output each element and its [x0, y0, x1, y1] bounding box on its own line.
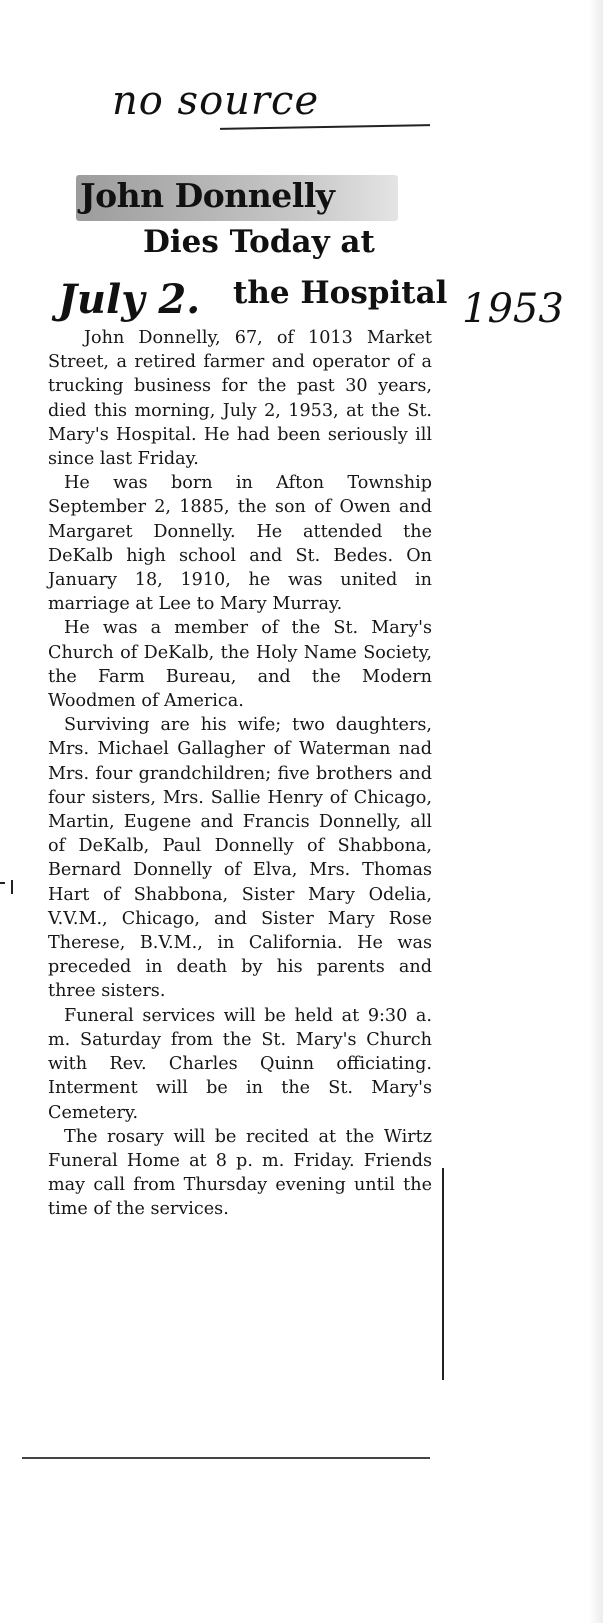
article-paragraph: He was born in Afton Township September 2, 1885, the son of Owen and Margaret Donnelly. He attended the DeKalb high school and St. Bedes. On January 18, 1910, he was united in marriage at Lee to Mary Murray.: [48, 473, 432, 615]
article-paragraph: John Donnelly, 67, of 1013 Market Street, a retired farmer and operator of a trucking business for the past 30 years, died this morning, July 2, 1953, at the St. Mary's Hospital. He had been seriously ill since last Friday.: [48, 328, 432, 470]
handwritten-year: 1953: [462, 286, 564, 332]
article-paragraph: Surviving are his wife; two daughters, Mrs. Michael Gallagher of Waterman nad Mrs. four grandchildren; five brothers and four sisters, Mrs. Sallie Henry of Chicago, Martin, Eugene and Francis Donnelly, all of DeKalb, Paul Donnelly of Shabbona, Bernard Donnelly of Elva, Mrs. Thomas Hart of Shabbona, Sister Mary Odelia, V.V.M., Chicago, and Sister Mary Rose Therese, B.V.M., in California. He was preceded in death by his parents and three sisters.: [48, 715, 432, 1002]
handwritten-date: July 2.: [58, 276, 201, 323]
clipping-border-bottom: [22, 1457, 430, 1459]
article-paragraph: He was a member of the St. Mary's Church of DeKalb, the Holy Name Society, the Farm Bureau, and the Modern Woodmen of America.: [48, 618, 432, 712]
headline-line-2: Dies Today at: [143, 224, 375, 260]
handwritten-underline: [220, 124, 430, 130]
scan-edge-shadow: [589, 0, 603, 1623]
article-paragraph: Funeral services will be held at 9:30 a. m. Saturday from the St. Mary's Church with Rev. Charles Quinn officiating. Interment will be in the St. Mary's Cemetery.: [48, 1005, 432, 1123]
clipping-border-tick: [0, 882, 5, 884]
obituary-article: [48, 326, 432, 1222]
headline-line-3: the Hospital: [233, 275, 448, 311]
headline-name: John Donnelly: [80, 176, 335, 215]
handwritten-source-note: no source: [112, 78, 320, 124]
clipping-border-right: [442, 1168, 444, 1380]
clipping-border-left: [11, 880, 13, 894]
article-paragraph: The rosary will be recited at the Wirtz Funeral Home at 8 p. m. Friday. Friends may call from Thursday evening until the time of the services.: [48, 1126, 432, 1220]
